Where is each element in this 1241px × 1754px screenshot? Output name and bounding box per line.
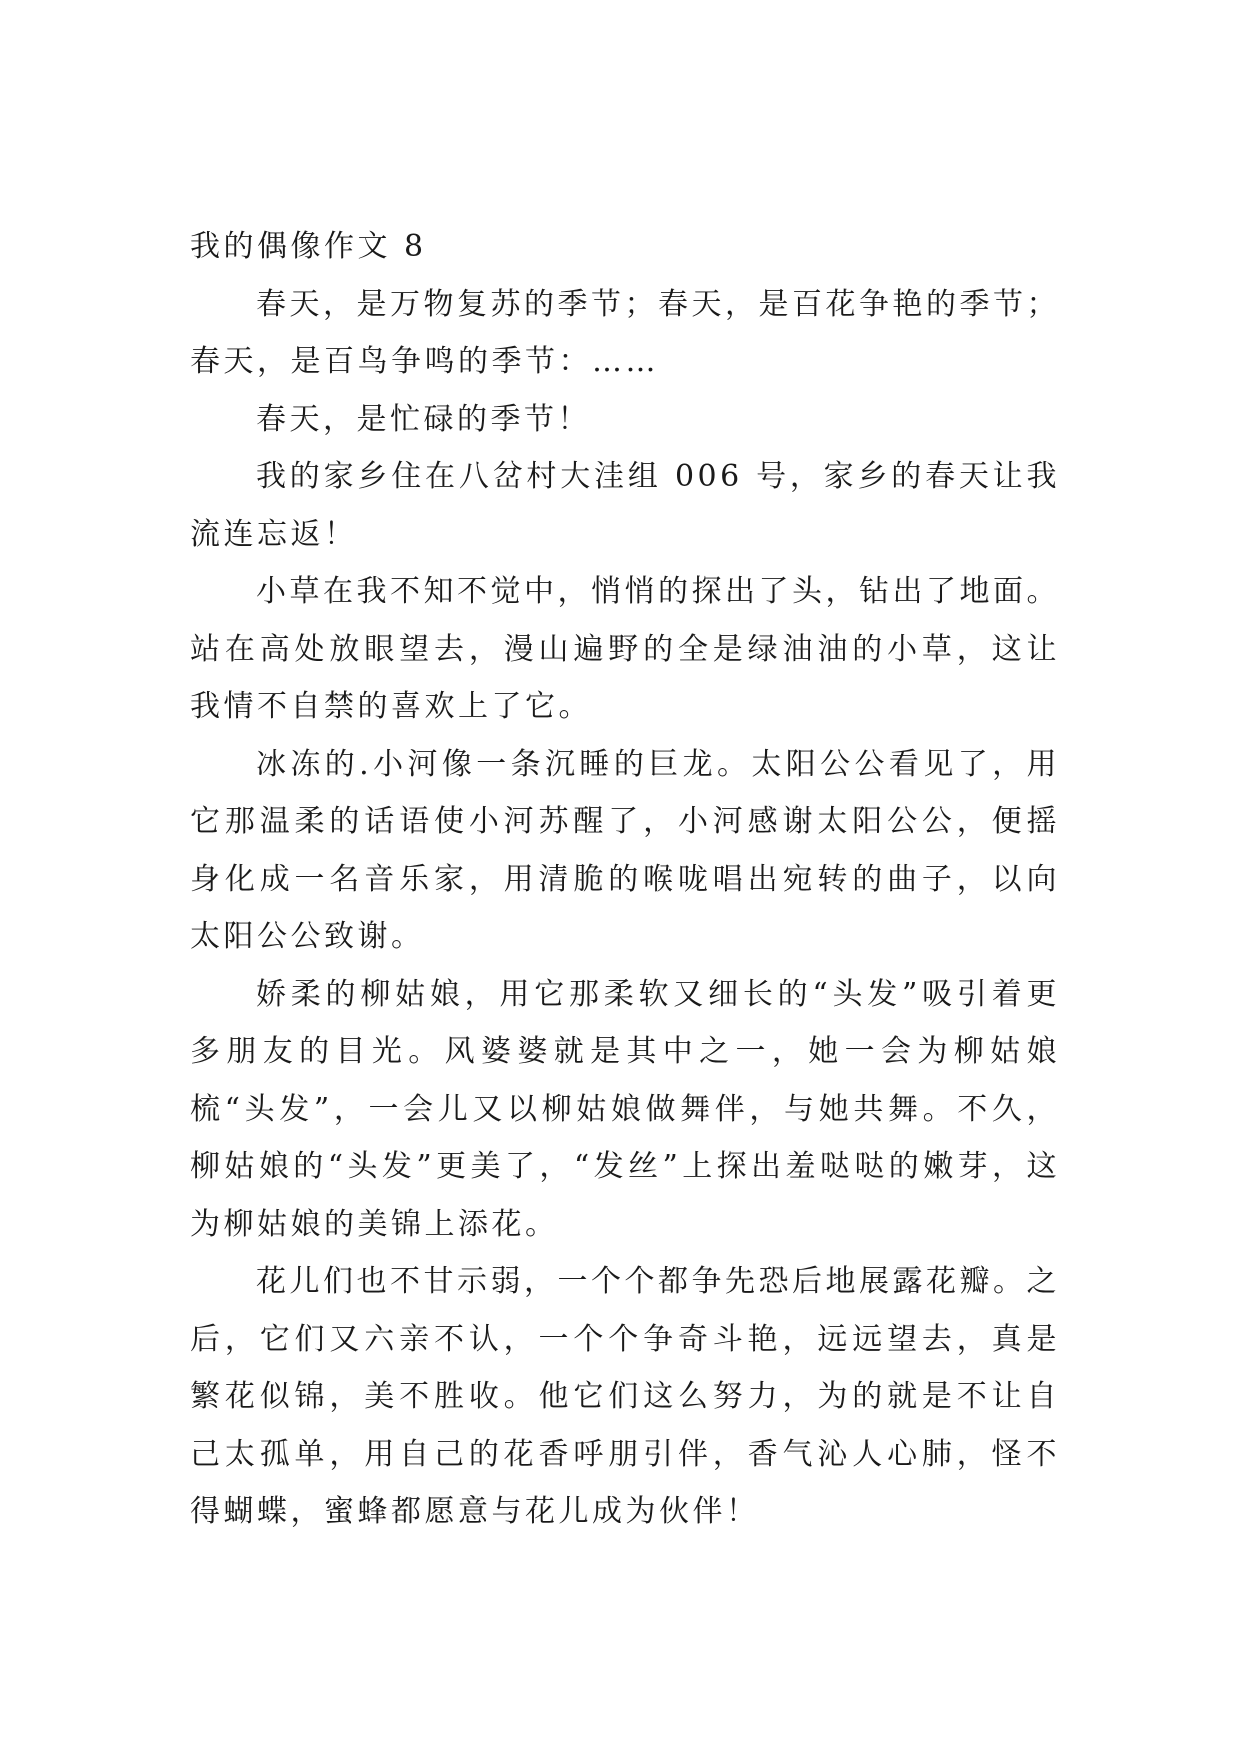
paragraph: 我的家乡住在八岔村大洼组 006 号，家乡的春天让我流连忘返！ [190,459,1060,552]
paragraph: 娇柔的柳姑娘，用它那柔软又细长的“头发”吸引着更多朋友的目光。风婆婆就是其中之一，她一会为柳姑娘梳“头发”，一会儿又以柳姑娘做舞伴，与她共舞。不久，柳姑娘的“头发”更美了，“发丝”上探出羞哒哒的嫩芽，这为柳姑娘的美锦上添花。 [190,976,1060,1242]
paragraph: 春天，是万物复苏的季节；春天，是百花争艳的季节；春天，是百鸟争鸣的季节：…… [190,286,1060,379]
paragraph: 花儿们也不甘示弱，一个个都争先恐后地展露花瓣。之后，它们又六亲不认，一个个争奇斗艳，远远望去，真是繁花似锦，美不胜收。他它们这么努力，为的就是不让自己太孤单，用自己的花香呼朋引伴，香气沁人心肺，怪不得蝴蝶，蜜蜂都愿意与花儿成为伙伴！ [190,1264,1060,1529]
paragraph: 冰冻的.小河像一条沉睡的巨龙。太阳公公看见了，用它那温柔的话语使小河苏醒了，小河感谢太阳公公，便摇身化成一名音乐家，用清脆的喉咙唱出宛转的曲子，以向太阳公公致谢。 [190,746,1060,954]
paragraph: 春天，是忙碌的季节！ [256,401,591,437]
paragraph: 小草在我不知不觉中，悄悄的探出了头，钻出了地面。站在高处放眼望去，漫山遍野的全是绿油油的小草，这让我情不自禁的喜欢上了它。 [190,574,1060,724]
document-body [190,218,1060,1541]
document-title: 我的偶像作文 8 [190,229,427,264]
